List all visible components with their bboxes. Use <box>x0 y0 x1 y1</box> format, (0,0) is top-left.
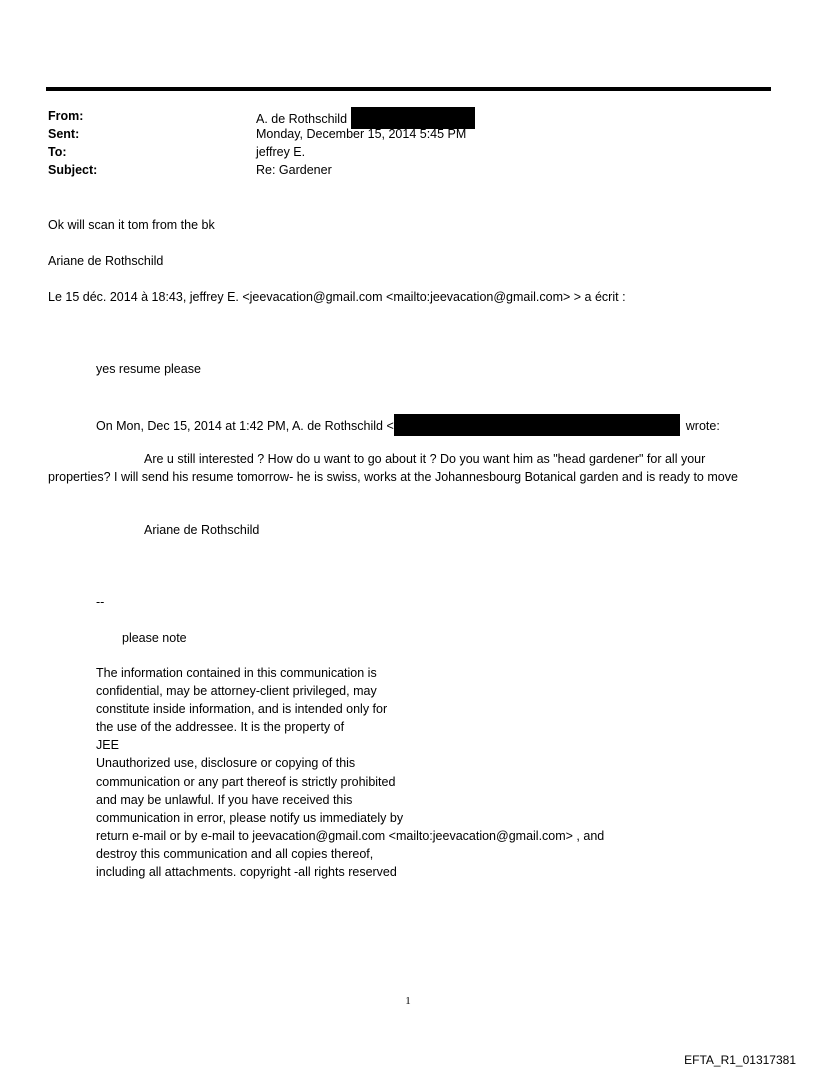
quoted-message: Are u still interested ? How do u want to go about it ? Do you want him as "head gardener" for all your properties? I will send his resume tomorrow- he is swiss, works at the Johannesbourg Botanical garden and is ready to move <box>48 452 738 484</box>
body-line-1: Ok will scan it tom from the bk <box>48 218 215 232</box>
redaction-box <box>394 414 680 436</box>
from-value: A. de Rothschild <box>256 112 348 126</box>
signature-1: Ariane de Rothschild <box>48 254 164 268</box>
please-note: please note <box>122 631 187 645</box>
disclaimer-line: destroy this communication and all copies thereof, <box>96 846 374 861</box>
quote2-prefix: On Mon, Dec 15, 2014 at 1:42 PM, A. de Rothschild < <box>96 419 394 433</box>
subject-value: Re: Gardener <box>256 163 332 177</box>
disclaimer-line: Unauthorized use, disclosure or copying of this <box>96 756 356 771</box>
from-row <box>48 107 748 125</box>
email-header <box>48 107 748 179</box>
disclaimer-line: communication in error, please notify us immediately by <box>96 810 404 825</box>
disclaimer <box>96 664 736 881</box>
header-rule <box>46 87 771 91</box>
dashes: -- <box>96 595 105 609</box>
quote2-suffix: wrote: <box>685 419 720 433</box>
quote-intro: Le 15 déc. 2014 à 18:43, jeffrey E. <jeevacation@gmail.com <mailto:jeevacation@gmail.com> > a écrit : <box>48 290 626 304</box>
disclaimer-line: The information contained in this communication is <box>96 666 377 680</box>
page-number: 1 <box>405 995 411 1007</box>
bates-number: EFTA_R1_01317381 <box>684 1053 796 1067</box>
to-label: To: <box>48 145 67 159</box>
disclaimer-line: constitute inside information, and is intended only for <box>96 702 388 717</box>
disclaimer-line: communication or any part thereof is strictly prohibited <box>96 774 396 789</box>
signature-2: Ariane de Rothschild <box>144 523 260 537</box>
quote2-header <box>96 414 720 436</box>
disclaimer-line: including all attachments. copyright -all rights reserved <box>96 865 397 880</box>
sent-value: Monday, December 15, 2014 5:45 PM <box>256 127 467 141</box>
sent-row <box>48 125 748 143</box>
disclaimer-line: confidential, may be attorney-client privileged, may <box>96 684 377 699</box>
disclaimer-line: and may be unlawful. If you have received this <box>96 792 353 807</box>
disclaimer-line: JEE <box>96 738 119 753</box>
disclaimer-line: return e-mail or by e-mail to jeevacation@gmail.com <mailto:jeevacation@gmail.com> , and <box>96 828 605 843</box>
sent-label: Sent: <box>48 127 80 141</box>
to-value: jeffrey E. <box>256 145 306 159</box>
to-row <box>48 143 748 161</box>
reply-text: yes resume please <box>96 362 201 376</box>
from-label: From: <box>48 109 84 123</box>
subject-row <box>48 161 748 179</box>
subject-label: Subject: <box>48 163 98 177</box>
disclaimer-line: the use of the addressee. It is the property of <box>96 720 345 735</box>
